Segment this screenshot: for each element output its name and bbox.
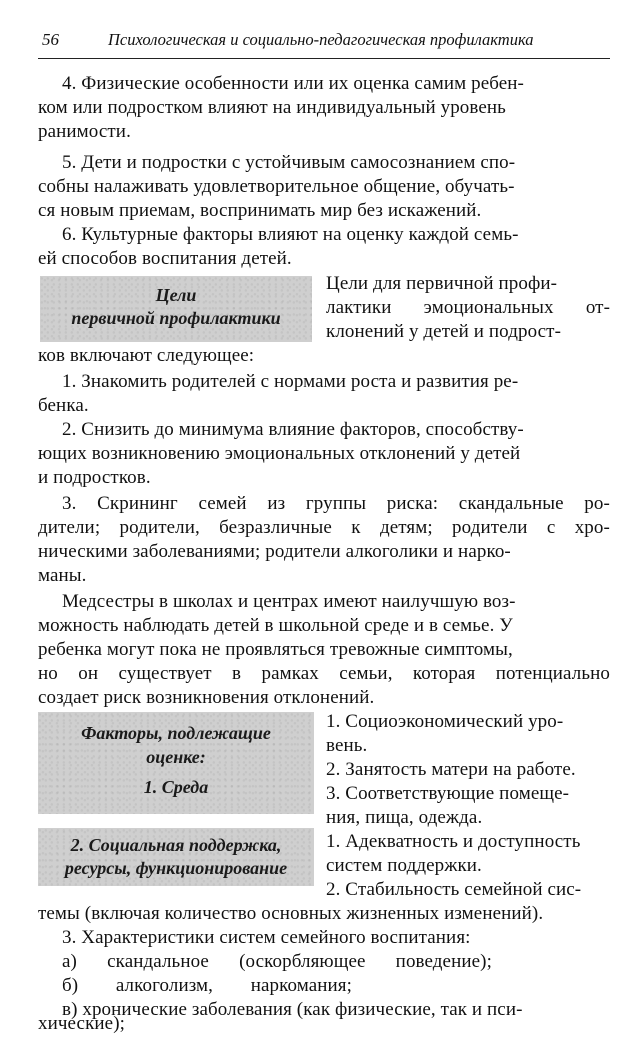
text-line bbox=[326, 758, 576, 782]
text-line bbox=[38, 96, 610, 120]
text-line bbox=[326, 782, 610, 806]
page-number: 56 bbox=[42, 30, 59, 49]
text-line-content: клонений у детей и подрост- bbox=[326, 321, 562, 342]
text-line-content: ков включают следующее: bbox=[38, 345, 255, 366]
text-line bbox=[62, 590, 610, 614]
text-line bbox=[326, 296, 610, 320]
text-word: безразличные bbox=[219, 517, 332, 538]
text-line bbox=[326, 806, 482, 830]
text-line-content: можность наблюдать детей в школьной среде и в семье. У bbox=[38, 615, 513, 636]
text-line bbox=[38, 638, 610, 662]
text-line-content: собны налаживать удовлетворительное общение, обучать- bbox=[38, 176, 515, 197]
text-word: родители, bbox=[119, 517, 200, 538]
text-line bbox=[38, 1012, 125, 1036]
text-line-content: 2. Снизить до минимума влияние факторов, способству- bbox=[62, 419, 524, 440]
goals-box bbox=[40, 276, 312, 342]
text-line bbox=[62, 998, 610, 1022]
text-line bbox=[326, 710, 610, 734]
text-word: риска: bbox=[386, 493, 439, 514]
text-line bbox=[38, 540, 610, 564]
text-word: которая bbox=[412, 663, 476, 684]
text-line-content: ся новым приемам, воспринимать мир без искажений. bbox=[38, 200, 482, 221]
text-line bbox=[326, 854, 482, 878]
text-line-content: в) хронические заболевания (как физические, так и пси- bbox=[62, 999, 523, 1020]
text-word: семей bbox=[198, 493, 247, 514]
text-line bbox=[62, 418, 610, 442]
text-word: (оскорбляющее bbox=[239, 951, 366, 972]
text-line bbox=[326, 734, 367, 758]
text-line bbox=[326, 830, 580, 854]
text-line-content: 1. Адекватность и доступность bbox=[326, 831, 581, 852]
text-line bbox=[38, 442, 610, 466]
text-word: потенциально bbox=[495, 663, 610, 684]
text-word: Скрининг bbox=[97, 493, 178, 514]
text-word: ро- bbox=[584, 493, 610, 514]
text-line bbox=[326, 878, 610, 902]
text-line bbox=[62, 151, 610, 175]
text-line bbox=[62, 492, 610, 516]
text-word: дители; bbox=[38, 517, 101, 538]
text-line bbox=[38, 247, 292, 271]
text-line-content: ей способов воспитания детей. bbox=[38, 248, 292, 269]
text-line-content: 3. Соответствующие помеще- bbox=[326, 783, 570, 804]
text-line bbox=[62, 72, 610, 96]
text-line-content: и подростков. bbox=[38, 467, 151, 488]
text-line-content: 3. Характеристики систем семейного воспитания: bbox=[62, 927, 471, 948]
text-word: родители bbox=[452, 517, 528, 538]
text-line-content: темы (включая количество основных жизненных изменений). bbox=[38, 903, 544, 924]
text-line-content: Цели для первичной профи- bbox=[326, 273, 558, 294]
text-line-content: маны. bbox=[38, 565, 87, 586]
text-word: скандальное bbox=[107, 951, 209, 972]
text-line-content: ющих возникновению эмоциональных отклонений у детей bbox=[38, 443, 521, 464]
text-word: скандальные bbox=[458, 493, 564, 514]
support-box-line: ресурсы, функционирование bbox=[64, 858, 288, 878]
text-line-content: 2. Занятость матери на работе. bbox=[326, 759, 576, 780]
text-line-content: ническими заболеваниями; родители алкоголики и нарко- bbox=[38, 541, 511, 562]
running-title: Психологическая и социально-педагогическая профилактика bbox=[108, 30, 534, 49]
text-word: он bbox=[78, 663, 99, 684]
text-line bbox=[38, 902, 610, 926]
text-line bbox=[62, 370, 610, 394]
text-line bbox=[326, 320, 610, 344]
text-word: в bbox=[232, 663, 242, 684]
text-line bbox=[38, 564, 87, 588]
text-line-content: ребенка могут пока не проявляться тревожные симптомы, bbox=[38, 639, 513, 660]
text-line bbox=[38, 175, 610, 199]
text-line-content: 2. Стабильность семейной сис- bbox=[326, 879, 582, 900]
factors-box-line: оценке: bbox=[146, 747, 206, 767]
text-word: детям; bbox=[379, 517, 433, 538]
text-line bbox=[38, 344, 254, 368]
text-word: существует bbox=[118, 663, 212, 684]
text-word: но bbox=[38, 663, 58, 684]
factors-box bbox=[38, 712, 314, 814]
text-line-content: Медсестры в школах и центрах имеют наилучшую воз- bbox=[62, 591, 516, 612]
text-line-content: систем поддержки. bbox=[326, 855, 482, 876]
text-word: 3. bbox=[62, 493, 77, 514]
text-line bbox=[38, 394, 89, 418]
text-word: семьи, bbox=[339, 663, 393, 684]
text-line-content: ком или подростком влияют на индивидуальный уровень bbox=[38, 97, 506, 118]
text-line-content: ранимости. bbox=[38, 121, 131, 142]
text-word: группы bbox=[305, 493, 367, 514]
text-word: от- bbox=[585, 297, 610, 318]
text-line-content: создает риск возникновения отклонений. bbox=[38, 687, 375, 708]
text-line bbox=[62, 950, 492, 974]
text-line bbox=[326, 272, 610, 296]
header-rule bbox=[38, 58, 610, 59]
text-word: алкоголизм, bbox=[115, 975, 214, 996]
text-line-content: ния, пища, одежда. bbox=[326, 807, 483, 828]
text-line-content: 6. Культурные факторы влияют на оценку каждой семь- bbox=[62, 224, 519, 245]
text-line-content: 1. Знакомить родителей с нормами роста и развития ре- bbox=[62, 371, 519, 392]
text-line bbox=[38, 466, 151, 490]
support-box bbox=[38, 828, 314, 886]
text-word: б) bbox=[62, 975, 79, 996]
text-word: наркомания; bbox=[250, 975, 352, 996]
text-line bbox=[62, 223, 610, 247]
text-line bbox=[38, 662, 610, 686]
text-word: рамках bbox=[261, 663, 319, 684]
text-line-content: бенка. bbox=[38, 395, 89, 416]
text-word: а) bbox=[62, 951, 77, 972]
text-word: эмоциональных bbox=[423, 297, 554, 318]
text-word: хро- bbox=[574, 517, 610, 538]
goals-box-line: первичной профилактики bbox=[71, 308, 281, 328]
text-line-content: вень. bbox=[326, 735, 368, 756]
text-line-content: 4. Физические особенности или их оценка самим ребен- bbox=[62, 73, 524, 94]
text-line bbox=[62, 974, 352, 998]
text-line bbox=[38, 199, 481, 223]
text-word: лактики bbox=[326, 297, 392, 318]
text-word: к bbox=[351, 517, 361, 538]
text-line bbox=[38, 516, 610, 540]
goals-box-line: Цели bbox=[155, 285, 197, 305]
text-word: с bbox=[546, 517, 556, 538]
text-line bbox=[38, 686, 374, 710]
text-word: поведение); bbox=[395, 951, 492, 972]
text-line-content: хические); bbox=[38, 1013, 126, 1034]
factors-box-line: 1. Среда bbox=[143, 777, 209, 797]
factors-box-line: Факторы, подлежащие bbox=[81, 723, 271, 743]
text-line-content: 5. Дети и подростки с устойчивым самосознанием спо- bbox=[62, 152, 516, 173]
text-line bbox=[38, 614, 610, 638]
text-line-content: 1. Социоэкономический уро- bbox=[326, 711, 564, 732]
text-line bbox=[38, 120, 131, 144]
text-line bbox=[62, 926, 471, 950]
support-box-line: 2. Социальная поддержка, bbox=[70, 835, 282, 855]
text-word: из bbox=[267, 493, 286, 514]
